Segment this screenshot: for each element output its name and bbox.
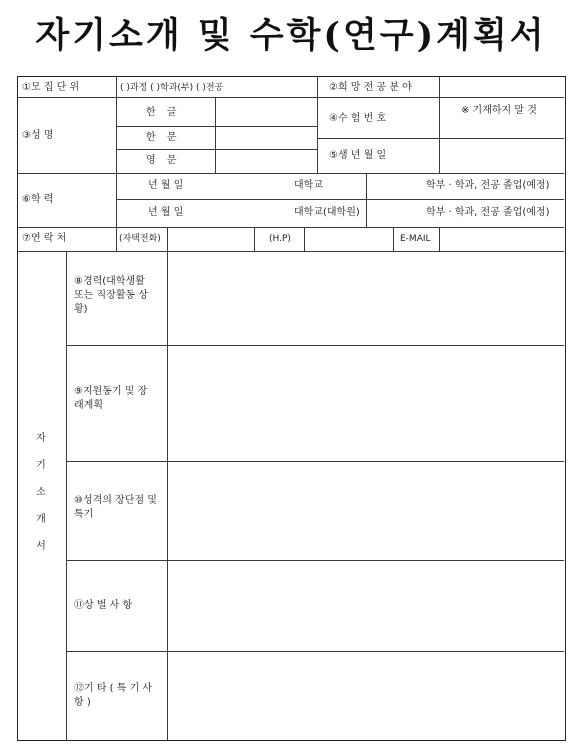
career-label: ⑧경력(대학생활 또는 직장활동 상황) bbox=[74, 276, 148, 315]
name-hanja-label: 한 문 bbox=[146, 132, 181, 143]
name-hangul-field[interactable] bbox=[216, 98, 316, 125]
col-line bbox=[366, 173, 367, 227]
motivation-label: ⑨지원동기 및 장래계획 bbox=[74, 386, 148, 411]
contact-label: ⑦연 락 처 bbox=[22, 233, 67, 244]
side-char: 자 bbox=[36, 433, 46, 444]
career-textarea[interactable] bbox=[168, 252, 564, 344]
birth-date-field[interactable] bbox=[440, 139, 564, 172]
self-intro-side-label bbox=[35, 432, 49, 554]
application-form bbox=[17, 76, 566, 741]
others-textarea[interactable] bbox=[168, 652, 564, 740]
others-label: ⑫기 타 ( 특 기 사 항 ) bbox=[74, 683, 153, 708]
exam-number-note: ※ 기재하지 말 것 bbox=[461, 105, 537, 116]
awards-label: ⑪상 벌 사 항 bbox=[74, 600, 133, 611]
contact-home-phone-field[interactable] bbox=[168, 228, 253, 250]
name-hangul-label: 한 글 bbox=[146, 107, 181, 118]
col-line bbox=[66, 251, 67, 740]
col-line bbox=[317, 77, 318, 173]
side-char: 개 bbox=[36, 514, 46, 525]
contact-hp-label: (H.P) bbox=[269, 234, 291, 244]
awards-textarea[interactable] bbox=[168, 561, 564, 650]
education-row1-school[interactable]: 대학교 bbox=[294, 180, 323, 191]
col-line bbox=[116, 77, 117, 251]
education-row1-major[interactable]: 학부 · 학과, 전공 졸업(예정) bbox=[426, 180, 550, 191]
side-char: 소 bbox=[36, 487, 46, 498]
recruit-unit-field[interactable]: ( )과정 ( )학과(부) ( )전공 bbox=[120, 83, 224, 93]
col-line bbox=[393, 227, 394, 251]
side-char: 서 bbox=[36, 541, 46, 552]
name-english-field[interactable] bbox=[216, 150, 316, 172]
contact-home-phone-label: (자택전화) bbox=[119, 234, 161, 244]
hope-major-label: ②희 망 전 공 분 야 bbox=[329, 82, 412, 93]
contact-email-label: E-MAIL bbox=[400, 234, 431, 244]
name-hanja-field[interactable] bbox=[216, 127, 316, 148]
recruit-unit-label: ①모 집 단 위 bbox=[22, 82, 80, 93]
education-row2-major[interactable]: 학부 · 학과, 전공 졸업(예정) bbox=[426, 207, 550, 218]
personality-label: ⑩성격의 장단점 및 특기 bbox=[74, 495, 157, 520]
education-label: ⑥학 력 bbox=[22, 194, 54, 205]
hope-major-field[interactable] bbox=[440, 78, 564, 97]
row-line bbox=[116, 199, 564, 200]
contact-email-field[interactable] bbox=[440, 228, 564, 250]
education-row2-date[interactable]: 년 월 일 bbox=[148, 207, 184, 218]
birth-date-label: ⑤생 년 월 일 bbox=[329, 150, 387, 161]
name-english-label: 영 문 bbox=[146, 155, 181, 166]
side-char: 기 bbox=[36, 460, 46, 471]
contact-hp-field[interactable] bbox=[305, 228, 392, 250]
col-line bbox=[254, 227, 255, 251]
document-title: 자기소개 및 수학(연구)계획서 bbox=[35, 15, 547, 56]
motivation-textarea[interactable] bbox=[168, 346, 564, 460]
education-row2-school[interactable]: 대학교(대학원) bbox=[294, 207, 360, 218]
exam-number-label: ④수 험 번 호 bbox=[329, 113, 387, 124]
personality-textarea[interactable] bbox=[168, 462, 564, 559]
education-row1-date[interactable]: 년 월 일 bbox=[148, 180, 184, 191]
row-line bbox=[18, 173, 564, 174]
name-label: ③성 명 bbox=[22, 130, 54, 141]
